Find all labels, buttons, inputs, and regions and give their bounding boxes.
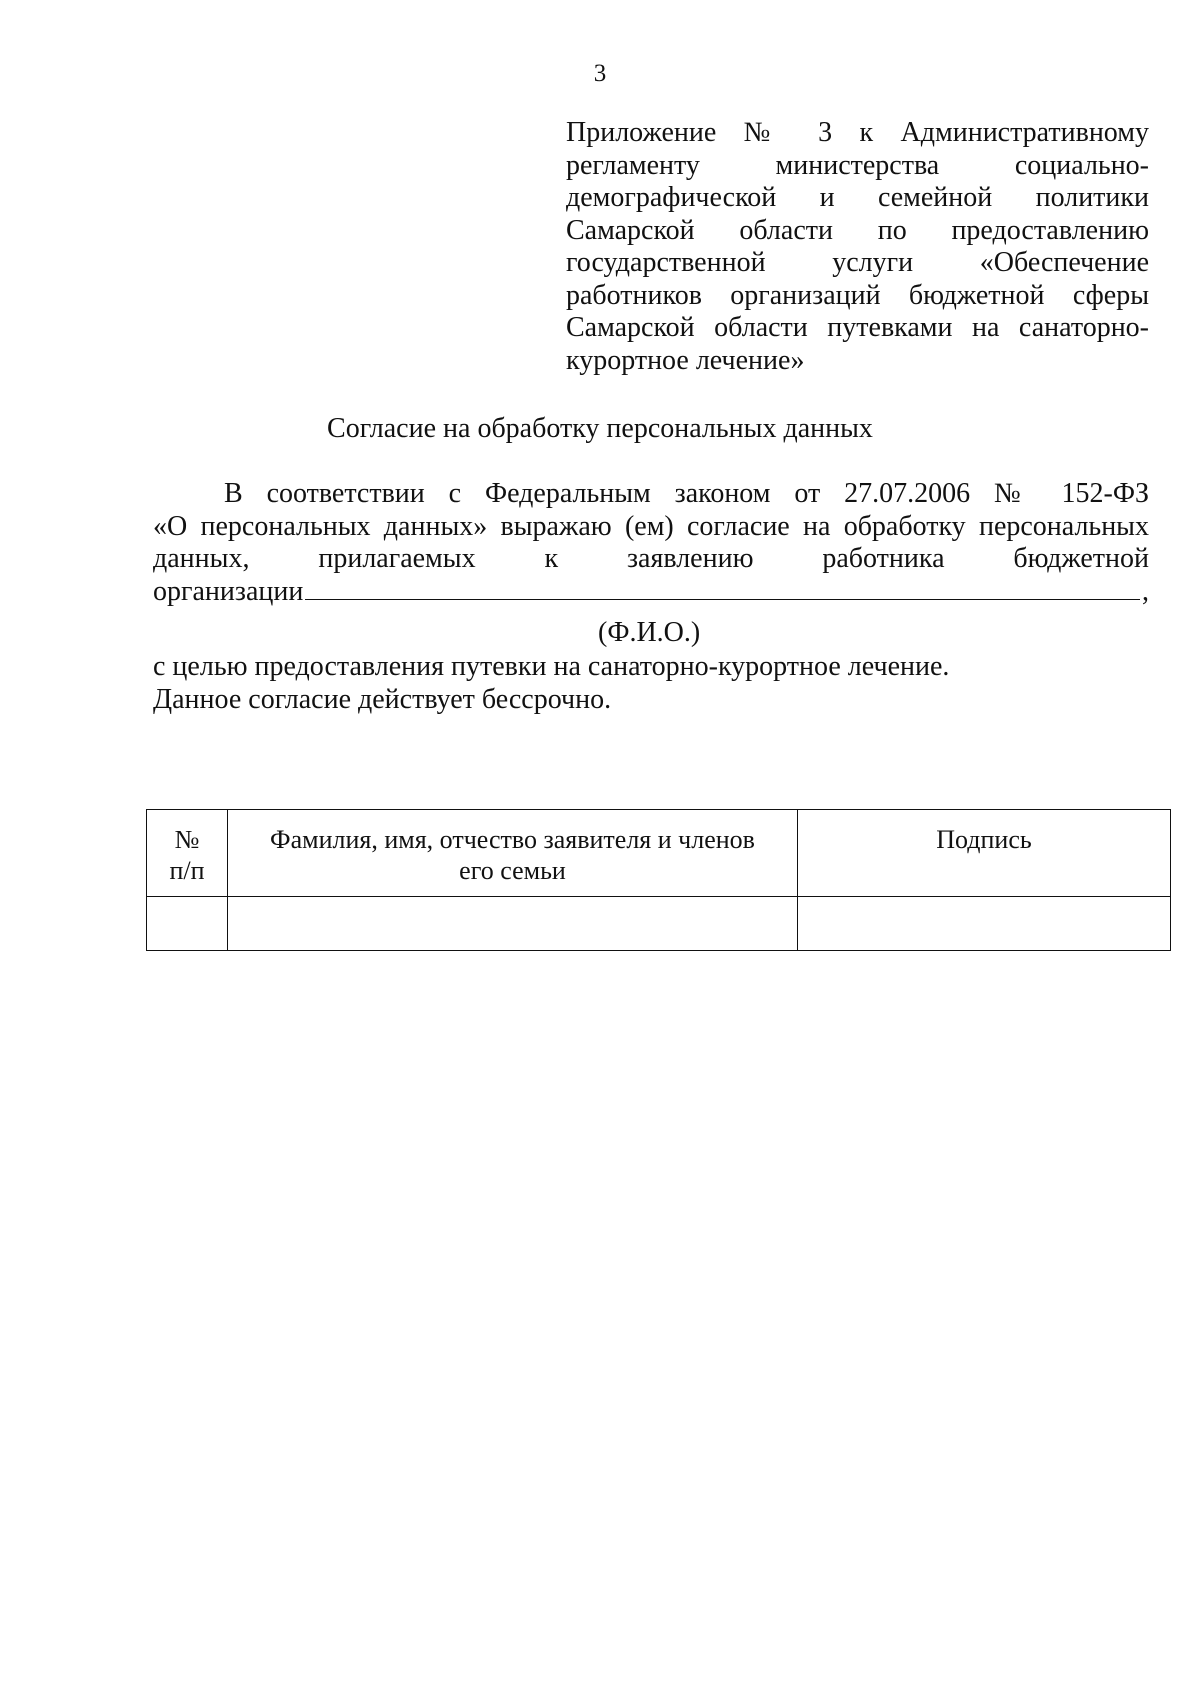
appendix-note bbox=[566, 117, 1149, 377]
organization-line-end: , bbox=[1142, 576, 1149, 607]
fio-blank-field[interactable] bbox=[305, 575, 1140, 600]
appendix-line: работников организаций бюджетной сферы bbox=[566, 279, 1149, 311]
document-title: Согласие на обработку персональных данных bbox=[327, 413, 873, 444]
header-number bbox=[147, 810, 228, 897]
appendix-line: регламенту министерства социально- bbox=[566, 149, 1149, 181]
appendix-line: Самарской области путевками на санаторно- bbox=[566, 312, 1149, 343]
fio-caption: (Ф.И.О.) bbox=[598, 617, 701, 648]
header-fullname-line1: Фамилия, имя, отчество заявителя и членов bbox=[270, 825, 755, 854]
header-number-line2: п/п bbox=[169, 856, 205, 885]
validity-line: Данное согласие действует бессрочно. bbox=[153, 683, 612, 715]
organization-line bbox=[153, 575, 1149, 609]
appendix-line: курортное лечение» bbox=[566, 344, 805, 376]
row-fullname-cell[interactable] bbox=[228, 897, 798, 951]
appendix-line: Приложение № 3 к Административному bbox=[566, 117, 1149, 148]
appendix-line: государственной услуги «Обеспечение bbox=[566, 247, 1149, 278]
consent-line: данных, прилагаемых к заявлению работника бюджетной bbox=[153, 543, 1149, 574]
consent-paragraph bbox=[153, 478, 1149, 576]
header-signature-label: Подпись bbox=[936, 825, 1032, 854]
table-header-row bbox=[147, 810, 1171, 897]
appendix-line: Самарской области по предоставлению bbox=[566, 214, 1149, 246]
header-fullname-line2: его семьи bbox=[459, 856, 566, 885]
consent-line: В соответствии с Федеральным законом от 27.07.2006 № 152-ФЗ bbox=[224, 478, 1149, 509]
purpose-paragraph bbox=[153, 651, 1149, 716]
table-row bbox=[147, 897, 1171, 951]
consent-line: «О персональных данных» выражаю (ем) согласие на обработку персональных bbox=[153, 510, 1149, 542]
signature-table bbox=[146, 809, 1171, 951]
row-signature-cell[interactable] bbox=[798, 897, 1171, 951]
page-number: 3 bbox=[593, 60, 607, 87]
header-signature bbox=[798, 810, 1171, 897]
header-fullname bbox=[228, 810, 798, 897]
organization-label: организации bbox=[153, 576, 304, 607]
appendix-line: демографической и семейной политики bbox=[566, 182, 1149, 213]
row-number-cell[interactable] bbox=[147, 897, 228, 951]
purpose-line: с целью предоставления путевки на санаторно-курортное лечение. bbox=[153, 651, 950, 682]
header-number-line1: № bbox=[174, 825, 200, 854]
